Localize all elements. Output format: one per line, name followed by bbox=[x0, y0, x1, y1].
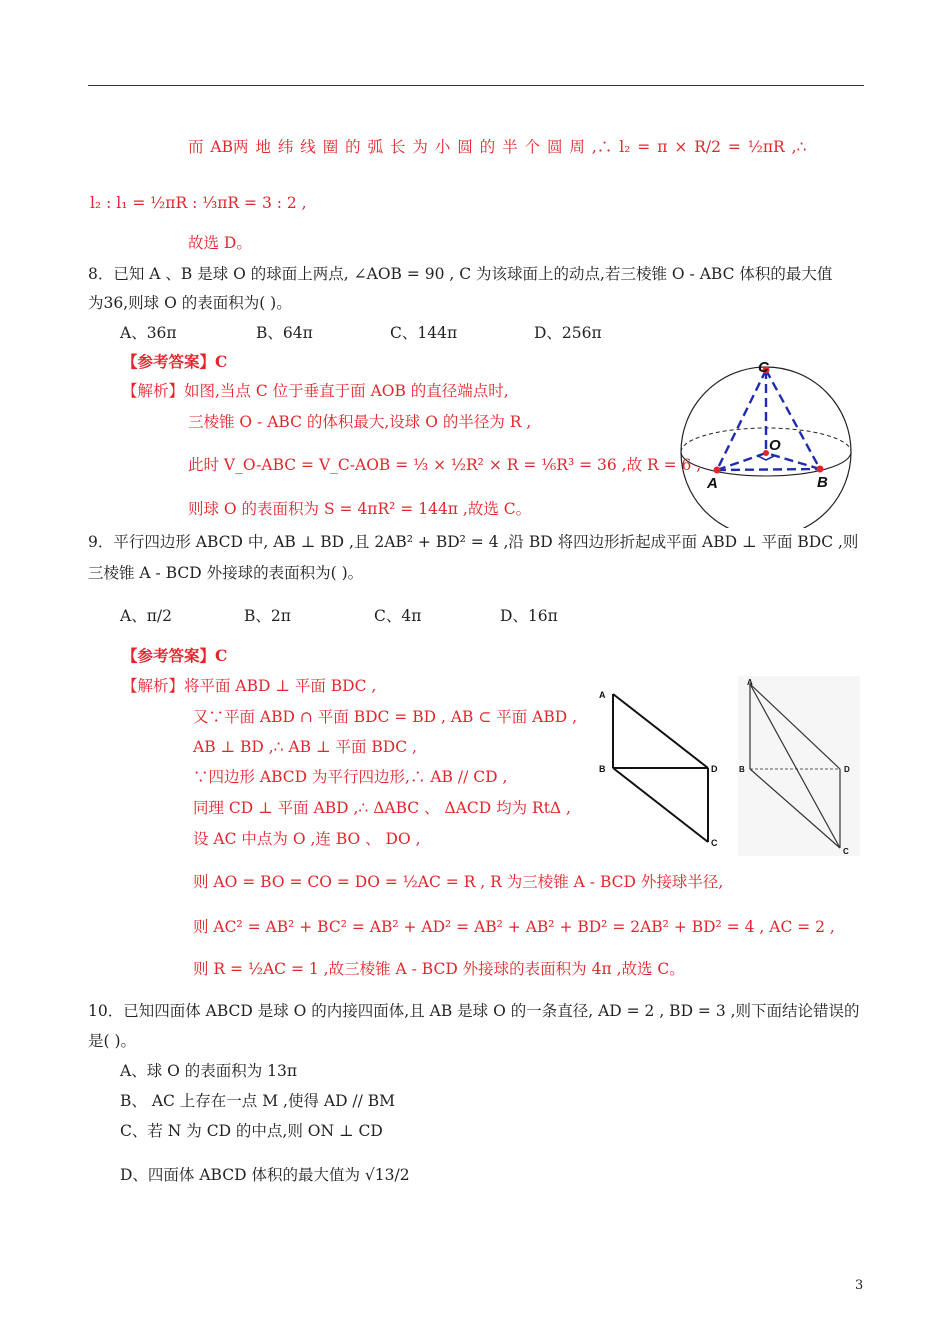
q9-option-b: B、2π bbox=[244, 607, 291, 625]
label-d: D bbox=[844, 765, 850, 774]
q8-option-c: C、144π bbox=[390, 324, 458, 342]
label-c: C bbox=[758, 359, 769, 376]
label-a: A bbox=[747, 678, 753, 687]
point-a bbox=[714, 467, 721, 474]
right-angle-mark bbox=[758, 456, 774, 460]
q10-stem-line-2: 是( )。 bbox=[88, 1032, 137, 1050]
q9-analysis-2: 又∵平面 ABD ∩ 平面 BDC = BD , AB ⊂ 平面 ABD , bbox=[193, 708, 578, 726]
point-b bbox=[817, 466, 824, 473]
q9-analysis-3: AB ⊥ BD ,∴ AB ⊥ 平面 BDC , bbox=[193, 738, 417, 756]
intro-line-2: l₂ : l₁ = ½πR : ⅓πR = 3 : 2 , bbox=[90, 194, 307, 212]
label-a: A bbox=[707, 475, 718, 492]
header-rule bbox=[88, 85, 864, 86]
edge-bc bbox=[613, 768, 708, 842]
q9-option-c: C、4π bbox=[374, 607, 422, 625]
page-number: 3 bbox=[855, 1278, 864, 1293]
label-c: C bbox=[843, 847, 849, 856]
q8-analysis-2: 三棱锥 O - ABC 的体积最大,设球 O 的半径为 R , bbox=[188, 413, 532, 431]
label-d: D bbox=[711, 764, 718, 774]
label-b: B bbox=[817, 474, 828, 491]
q9-analysis-4: ∵四边形 ABCD 为平行四边形,∴ AB // CD , bbox=[193, 768, 508, 786]
q10-stem-line-1: 10．已知四面体 ABCD 是球 O 的内接四面体,且 AB 是球 O 的一条直径, AD = 2 , BD = 3 ,则下面结论错误的 bbox=[88, 1002, 860, 1020]
intro-line-1: 而 AB两 地 纬 线 圈 的 弧 长 为 小 圆 的 半 个 圆 周 ,∴ l₂ = π × R/2 = ½πR ,∴ bbox=[188, 138, 807, 156]
q8-option-a: A、36π bbox=[120, 324, 177, 342]
q8-stem-line-2: 为36,则球 O 的表面积为( )。 bbox=[88, 294, 292, 312]
q8-option-b: B、64π bbox=[256, 324, 313, 342]
label-a: A bbox=[599, 690, 606, 700]
edge-bo bbox=[766, 453, 820, 469]
edge-ad bbox=[613, 694, 708, 768]
label-o: O bbox=[769, 437, 781, 454]
q10-option-b: B、 AC 上存在一点 M ,使得 AD // BM bbox=[120, 1092, 396, 1110]
q8-sphere-figure bbox=[674, 356, 860, 528]
q9-option-a: A、π/2 bbox=[120, 607, 172, 625]
label-b: B bbox=[599, 764, 606, 774]
q8-analysis-3: 此时 V_O-ABC = V_C-AOB = ⅓ × ½R² × R = ⅙R³ = 36 ,故 R = 6 , bbox=[188, 456, 702, 474]
q10-option-d: D、四面体 ABCD 体积的最大值为 √13/2 bbox=[120, 1166, 410, 1184]
q8-stem-line-1: 8．已知 A 、B 是球 O 的球面上两点, ∠AOB = 90 , C 为该球面上的动点,若三棱锥 O - ABC 体积的最大值 bbox=[88, 265, 833, 283]
q8-analysis-1: 【解析】如图,当点 C 位于垂直于面 AOB 的直径端点时, bbox=[122, 382, 509, 400]
q9-parallelogram-figure bbox=[596, 684, 726, 850]
q8-analysis-4: 则球 O 的表面积为 S = 4πR² = 144π ,故选 C。 bbox=[188, 500, 532, 518]
q9-analysis-7: 则 AO = BO = CO = DO = ½AC = R , R 为三棱锥 A - BCD 外接球半径, bbox=[193, 873, 724, 891]
q9-option-d: D、16π bbox=[500, 607, 558, 625]
q9-analysis-8: 则 AC² = AB² + BC² = AB² + AD² = AB² + AB² + BD² = 2AB² + BD² = 4 , AC = 2 , bbox=[193, 918, 835, 936]
q8-option-d: D、256π bbox=[534, 324, 602, 342]
label-b: B bbox=[739, 765, 745, 774]
q10-option-a: A、球 O 的表面积为 13π bbox=[120, 1062, 298, 1080]
q9-analysis-9: 则 R = ½AC = 1 ,故三棱锥 A - BCD 外接球的表面积为 4π ,故选 C。 bbox=[193, 960, 685, 978]
q9-stem-line-2: 三棱锥 A - BCD 外接球的表面积为( )。 bbox=[88, 564, 364, 582]
q9-analysis-6: 设 AC 中点为 O ,连 BO 、 DO , bbox=[193, 830, 421, 848]
q9-stem-line-1: 9．平行四边形 ABCD 中, AB ⊥ BD ,且 2AB² + BD² = 4 ,沿 BD 将四边形折起成平面 ABD ⊥ 平面 BDC ,则 bbox=[88, 533, 859, 551]
intro-line-3: 故选 D。 bbox=[188, 234, 252, 252]
q8-answer: 【参考答案】C bbox=[122, 352, 228, 371]
q9-tetrahedron-figure bbox=[738, 676, 860, 856]
q9-analysis-5: 同理 CD ⊥ 平面 ABD ,∴ ΔABC 、 ΔACD 均为 RtΔ , bbox=[193, 799, 571, 817]
q9-analysis-1: 【解析】将平面 ABD ⊥ 平面 BDC , bbox=[122, 677, 377, 695]
label-c: C bbox=[711, 838, 718, 848]
q10-option-c: C、若 N 为 CD 的中点,则 ON ⊥ CD bbox=[120, 1122, 383, 1140]
edge-ab bbox=[717, 469, 820, 470]
q9-answer: 【参考答案】C bbox=[122, 646, 228, 665]
